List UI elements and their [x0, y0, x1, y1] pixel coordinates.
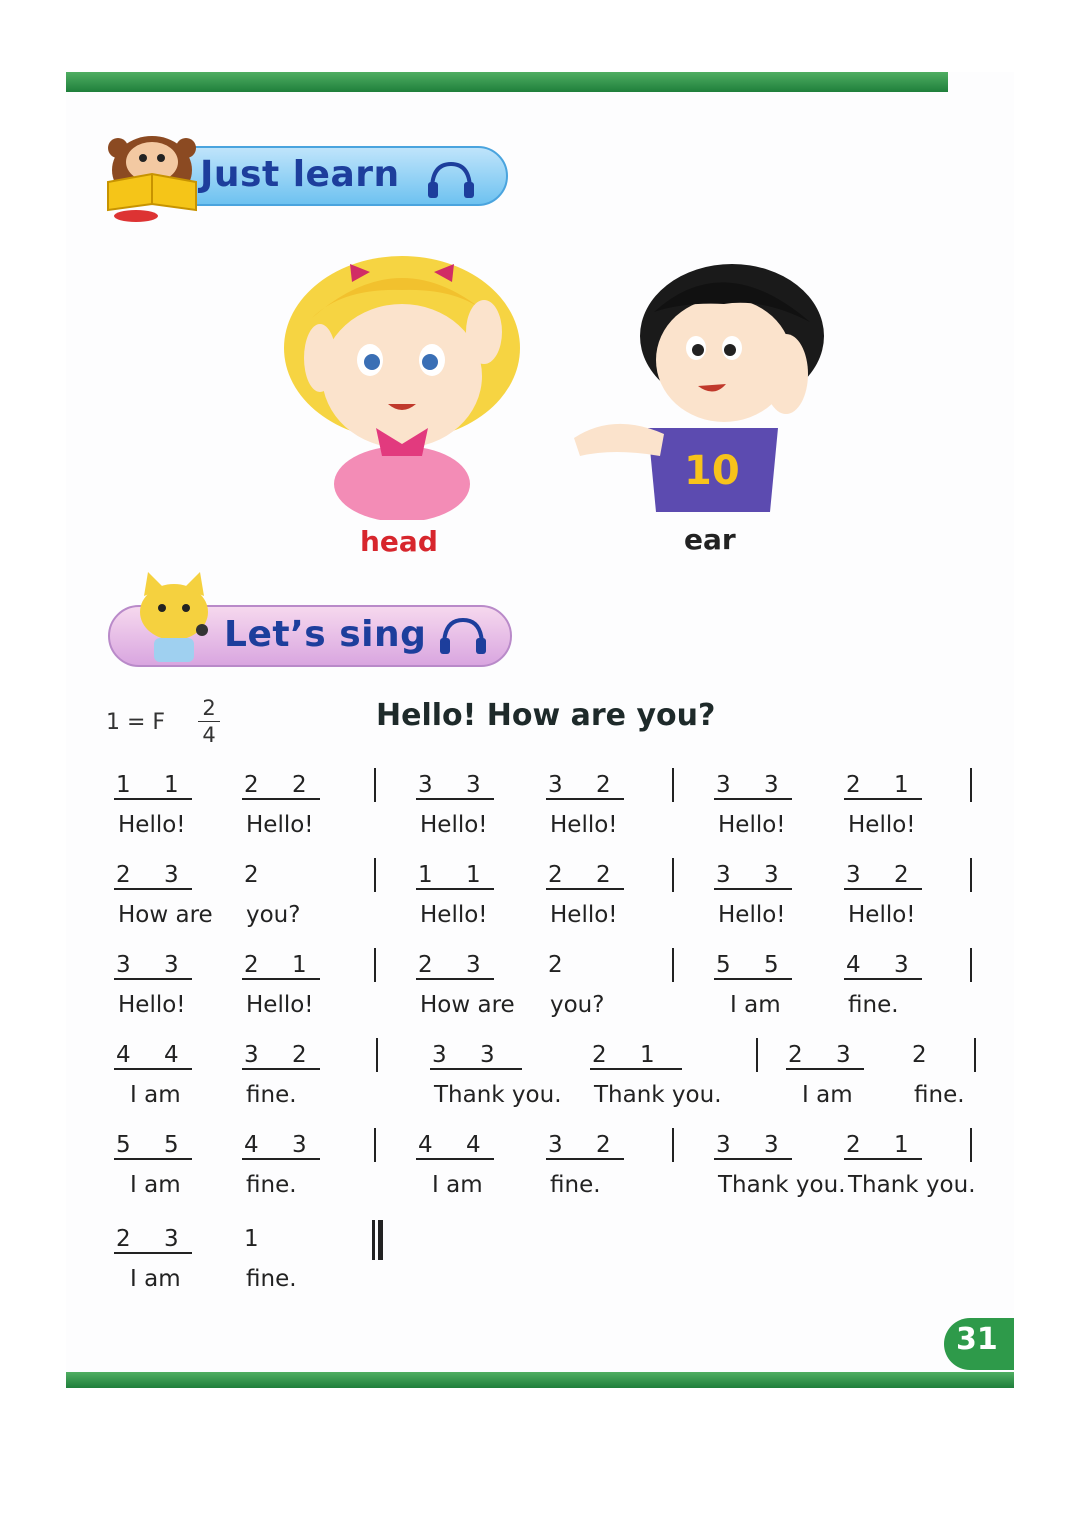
lyric-text: Hello!: [118, 992, 186, 1018]
note-group: 3 3: [418, 772, 481, 798]
lyric-text: you?: [246, 902, 301, 928]
note-underline: [714, 1158, 792, 1160]
note-group: 3 2: [548, 772, 611, 798]
note-group: 4 4: [418, 1132, 481, 1158]
note-underline: [714, 888, 792, 890]
lyric-text: How are: [420, 992, 515, 1018]
word-head: head: [360, 525, 438, 558]
note-underline: [546, 798, 624, 800]
lyric-text: I am: [130, 1266, 181, 1292]
note-underline: [844, 798, 922, 800]
note-underline: [714, 798, 792, 800]
note-group: 2 2: [548, 862, 611, 888]
lyric-text: fine.: [914, 1082, 965, 1108]
bar-line: [672, 1128, 674, 1162]
lyric-text: you?: [550, 992, 605, 1018]
headphones-icon[interactable]: [436, 616, 490, 656]
note-group: 4 3: [244, 1132, 307, 1158]
note-group: 2 1: [244, 952, 307, 978]
note-group: 2: [912, 1042, 927, 1068]
lyric-text: fine.: [246, 1172, 297, 1198]
lyric-text: Hello!: [718, 902, 786, 928]
note-underline: [114, 1252, 192, 1254]
lets-sing-title: Let’s sing: [224, 614, 427, 655]
lyric-text: Hello!: [848, 812, 916, 838]
note-group: 3 3: [116, 952, 179, 978]
lyric-text: I am: [130, 1082, 181, 1108]
note-group: 1 1: [116, 772, 179, 798]
note-underline: [786, 1068, 864, 1070]
bottom-band: [66, 1372, 1014, 1388]
lyric-text: Hello!: [420, 902, 488, 928]
note-underline: [590, 1068, 682, 1070]
top-band: [66, 72, 948, 92]
note-group: 2 3: [116, 1226, 179, 1252]
note-group: 5 5: [716, 952, 779, 978]
lyric-text: I am: [802, 1082, 853, 1108]
time-signature: [198, 697, 220, 746]
note-group: 2: [548, 952, 563, 978]
note-underline: [114, 888, 192, 890]
lyric-text: Hello!: [550, 902, 618, 928]
note-group: 2 3: [116, 862, 179, 888]
note-underline: [844, 888, 922, 890]
lyric-text: fine.: [848, 992, 899, 1018]
bar-line: [374, 768, 376, 802]
lyric-text: How are: [118, 902, 213, 928]
monkey-reading-icon: [96, 112, 204, 224]
note-underline: [416, 888, 494, 890]
note-group: 2 3: [418, 952, 481, 978]
lyric-text: Thank you.: [594, 1082, 722, 1108]
note-underline: [416, 1158, 494, 1160]
cat-singing-icon: [128, 572, 220, 664]
note-underline: [844, 1158, 922, 1160]
lyric-text: Hello!: [550, 812, 618, 838]
lyric-text: Hello!: [420, 812, 488, 838]
note-underline: [416, 798, 494, 800]
lyric-text: Hello!: [718, 812, 786, 838]
boy-illustration: [574, 252, 830, 516]
note-underline: [114, 1068, 192, 1070]
bar-line: [374, 1128, 376, 1162]
note-group: 3 2: [846, 862, 909, 888]
note-underline: [416, 978, 494, 980]
song-title: Hello! How are you?: [376, 698, 716, 733]
note-group: 2 1: [592, 1042, 655, 1068]
note-underline: [242, 978, 320, 980]
girl-illustration: [272, 248, 534, 520]
note-group: 1: [244, 1226, 259, 1252]
lyric-text: Hello!: [246, 992, 314, 1018]
bar-line: [974, 1038, 976, 1072]
note-group: 3 2: [244, 1042, 307, 1068]
bar-line: [376, 1038, 378, 1072]
lyric-text: fine.: [550, 1172, 601, 1198]
lyric-text: Hello!: [118, 812, 186, 838]
note-group: 2 3: [788, 1042, 851, 1068]
bar-line: [970, 858, 972, 892]
note-group: 3 3: [432, 1042, 495, 1068]
note-underline: [242, 1068, 320, 1070]
bar-line: [374, 858, 376, 892]
lyric-text: Thank you.: [434, 1082, 562, 1108]
lyric-text: I am: [730, 992, 781, 1018]
lyric-text: I am: [432, 1172, 483, 1198]
note-group: 2 1: [846, 1132, 909, 1158]
note-group: 3 3: [716, 772, 779, 798]
bar-line: [970, 1128, 972, 1162]
note-group: 3 3: [716, 1132, 779, 1158]
lyric-text: Hello!: [848, 902, 916, 928]
svg-text:10: 10: [684, 448, 740, 494]
note-group: 3 2: [548, 1132, 611, 1158]
note-group: 5 5: [116, 1132, 179, 1158]
bar-line: [756, 1038, 758, 1072]
bar-line: [672, 948, 674, 982]
note-group: 3 3: [716, 862, 779, 888]
note-group: 2 2: [244, 772, 307, 798]
lyric-text: fine.: [246, 1082, 297, 1108]
note-group: 2 1: [846, 772, 909, 798]
lyric-text: Thank you.: [718, 1172, 846, 1198]
lyric-text: Thank you.: [848, 1172, 976, 1198]
note-underline: [114, 978, 192, 980]
time-top: 2: [202, 696, 216, 720]
note-underline: [714, 978, 792, 980]
time-bottom: 4: [202, 723, 216, 747]
just-learn-title: Just learn: [200, 154, 400, 195]
note-group: 2: [244, 862, 259, 888]
bar-line: [672, 768, 674, 802]
lyric-text: Hello!: [246, 812, 314, 838]
headphones-icon[interactable]: [424, 160, 478, 200]
song-key: 1 = F: [106, 710, 166, 735]
lyric-text: fine.: [246, 1266, 297, 1292]
final-bar-line: [372, 1220, 375, 1260]
word-ear: ear: [684, 523, 736, 556]
page-number: 31: [956, 1322, 998, 1357]
bar-line: [672, 858, 674, 892]
note-group: 4 3: [846, 952, 909, 978]
note-group: 1 1: [418, 862, 481, 888]
note-underline: [242, 798, 320, 800]
final-bar-line-thick: [378, 1220, 383, 1260]
bar-line: [970, 768, 972, 802]
note-underline: [430, 1068, 522, 1070]
note-underline: [844, 978, 922, 980]
note-group: 4 4: [116, 1042, 179, 1068]
note-underline: [242, 1158, 320, 1160]
lyric-text: I am: [130, 1172, 181, 1198]
note-underline: [114, 798, 192, 800]
note-underline: [114, 1158, 192, 1160]
bar-line: [970, 948, 972, 982]
note-underline: [546, 1158, 624, 1160]
bar-line: [374, 948, 376, 982]
note-underline: [546, 888, 624, 890]
